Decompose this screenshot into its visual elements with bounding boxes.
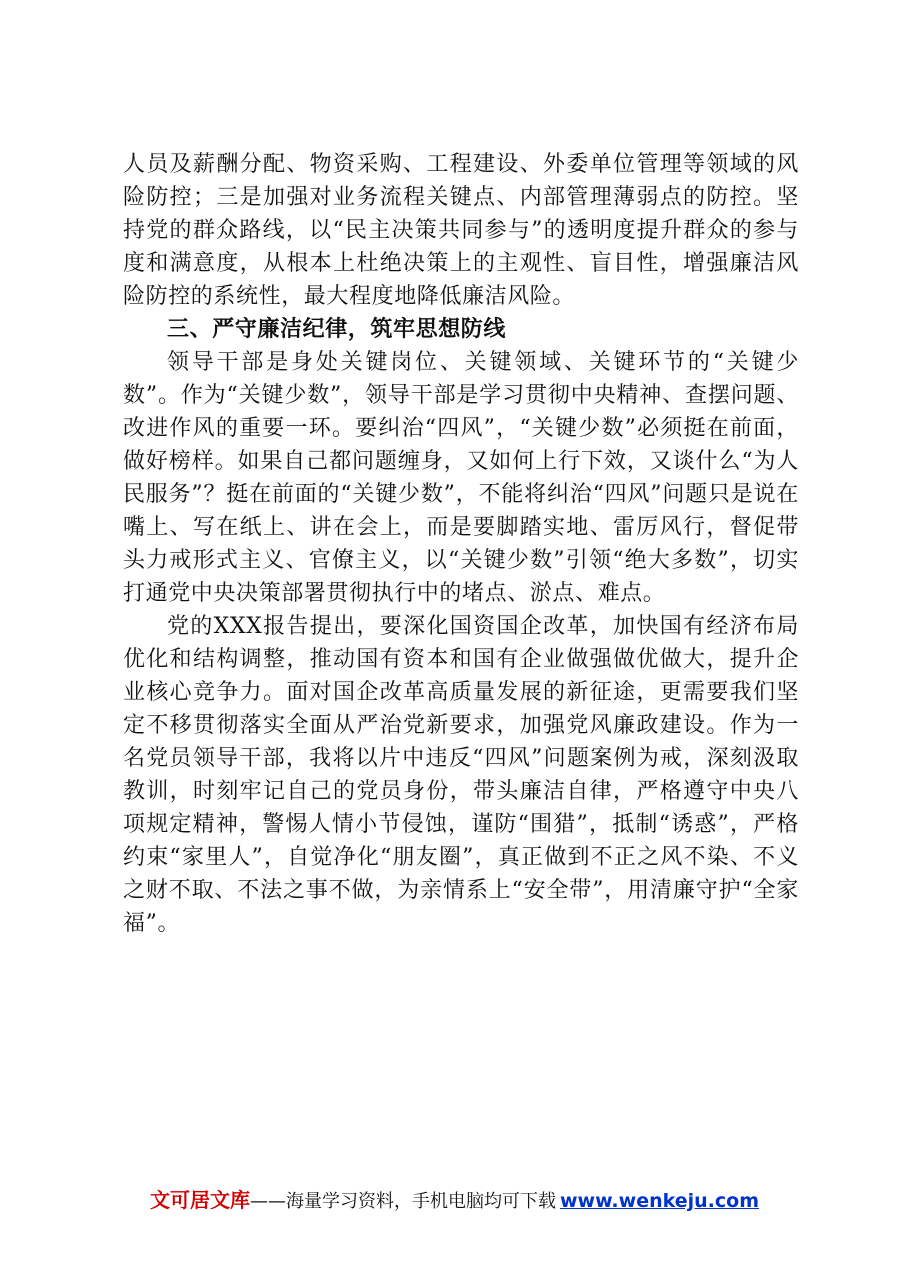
body-paragraph-2: 党的XXX报告提出，要深化国资国企改革，加快国有经济布局优化和结构调整，推动国有资本和国有企业做强做优做大，提升企业核心竞争力。面对国企改革高质量发展的新征途，更需要我们坚定不移贯彻落实全面从严治党新要求，加强党风廉政建设。作为一名党员领导干部，我将以片中违反“四风”问题案例为戒，深刻汲取教训，时刻牢记自己的党员身份，带头廉洁自律，严格遵守中央八项规定精神，警惕人情小节侵蚀，谨防“围猎”，抵制“诱惑”，严格约束“家里人”，自觉净化“朋友圈”，真正做到不正之风不染、不义之财不取、不法之事不做，为亲情系上“安全带”，用清廉守护“全家福”。	[123, 614, 799, 936]
footer-site-link[interactable]: www.wenkeju.com	[559, 1190, 759, 1212]
document-body	[123, 148, 799, 940]
footer-banner	[0, 1184, 909, 1213]
footer-brand: 文可居文库	[149, 1188, 250, 1212]
section-heading: 三、严守廉洁纪律，筑牢思想防线	[167, 317, 507, 342]
body-paragraph-1: 领导干部是身处关键岗位、关键领域、关键环节的“关键少数”。作为“关键少数”，领导干部是学习贯彻中央精神、查摆问题、改进作风的重要一环。要纠治“四风”，“关键少数”必须挺在前面，做好榜样。如果自己都问题缠身，又如何上行下效，又谈什么“为人民服务”？挺在前面的“关键少数”，不能将纠治“四风”问题只是说在嘴上、写在纸上、讲在会上，而是要脚踏实地、雷厉风行，督促带头力戒形式主义、官僚主义，以“关键少数”引领“绝大多数”，切实打通党中央决策部署贯彻执行中的堵点、淤点、难点。	[123, 350, 799, 606]
continued-paragraph: 人员及薪酬分配、物资采购、工程建设、外委单位管理等领域的风险防控；三是加强对业务流程关键点、内部管理薄弱点的防控。坚持党的群众路线，以“民主决策共同参与”的透明度提升群众的参与度和满意度，从根本上杜绝决策上的主观性、盲目性，增强廉洁风险防控的系统性，最大程度地降低廉洁风险。	[123, 152, 799, 309]
footer-tagline: ——海量学习资料，手机电脑均可下载	[249, 1191, 556, 1212]
